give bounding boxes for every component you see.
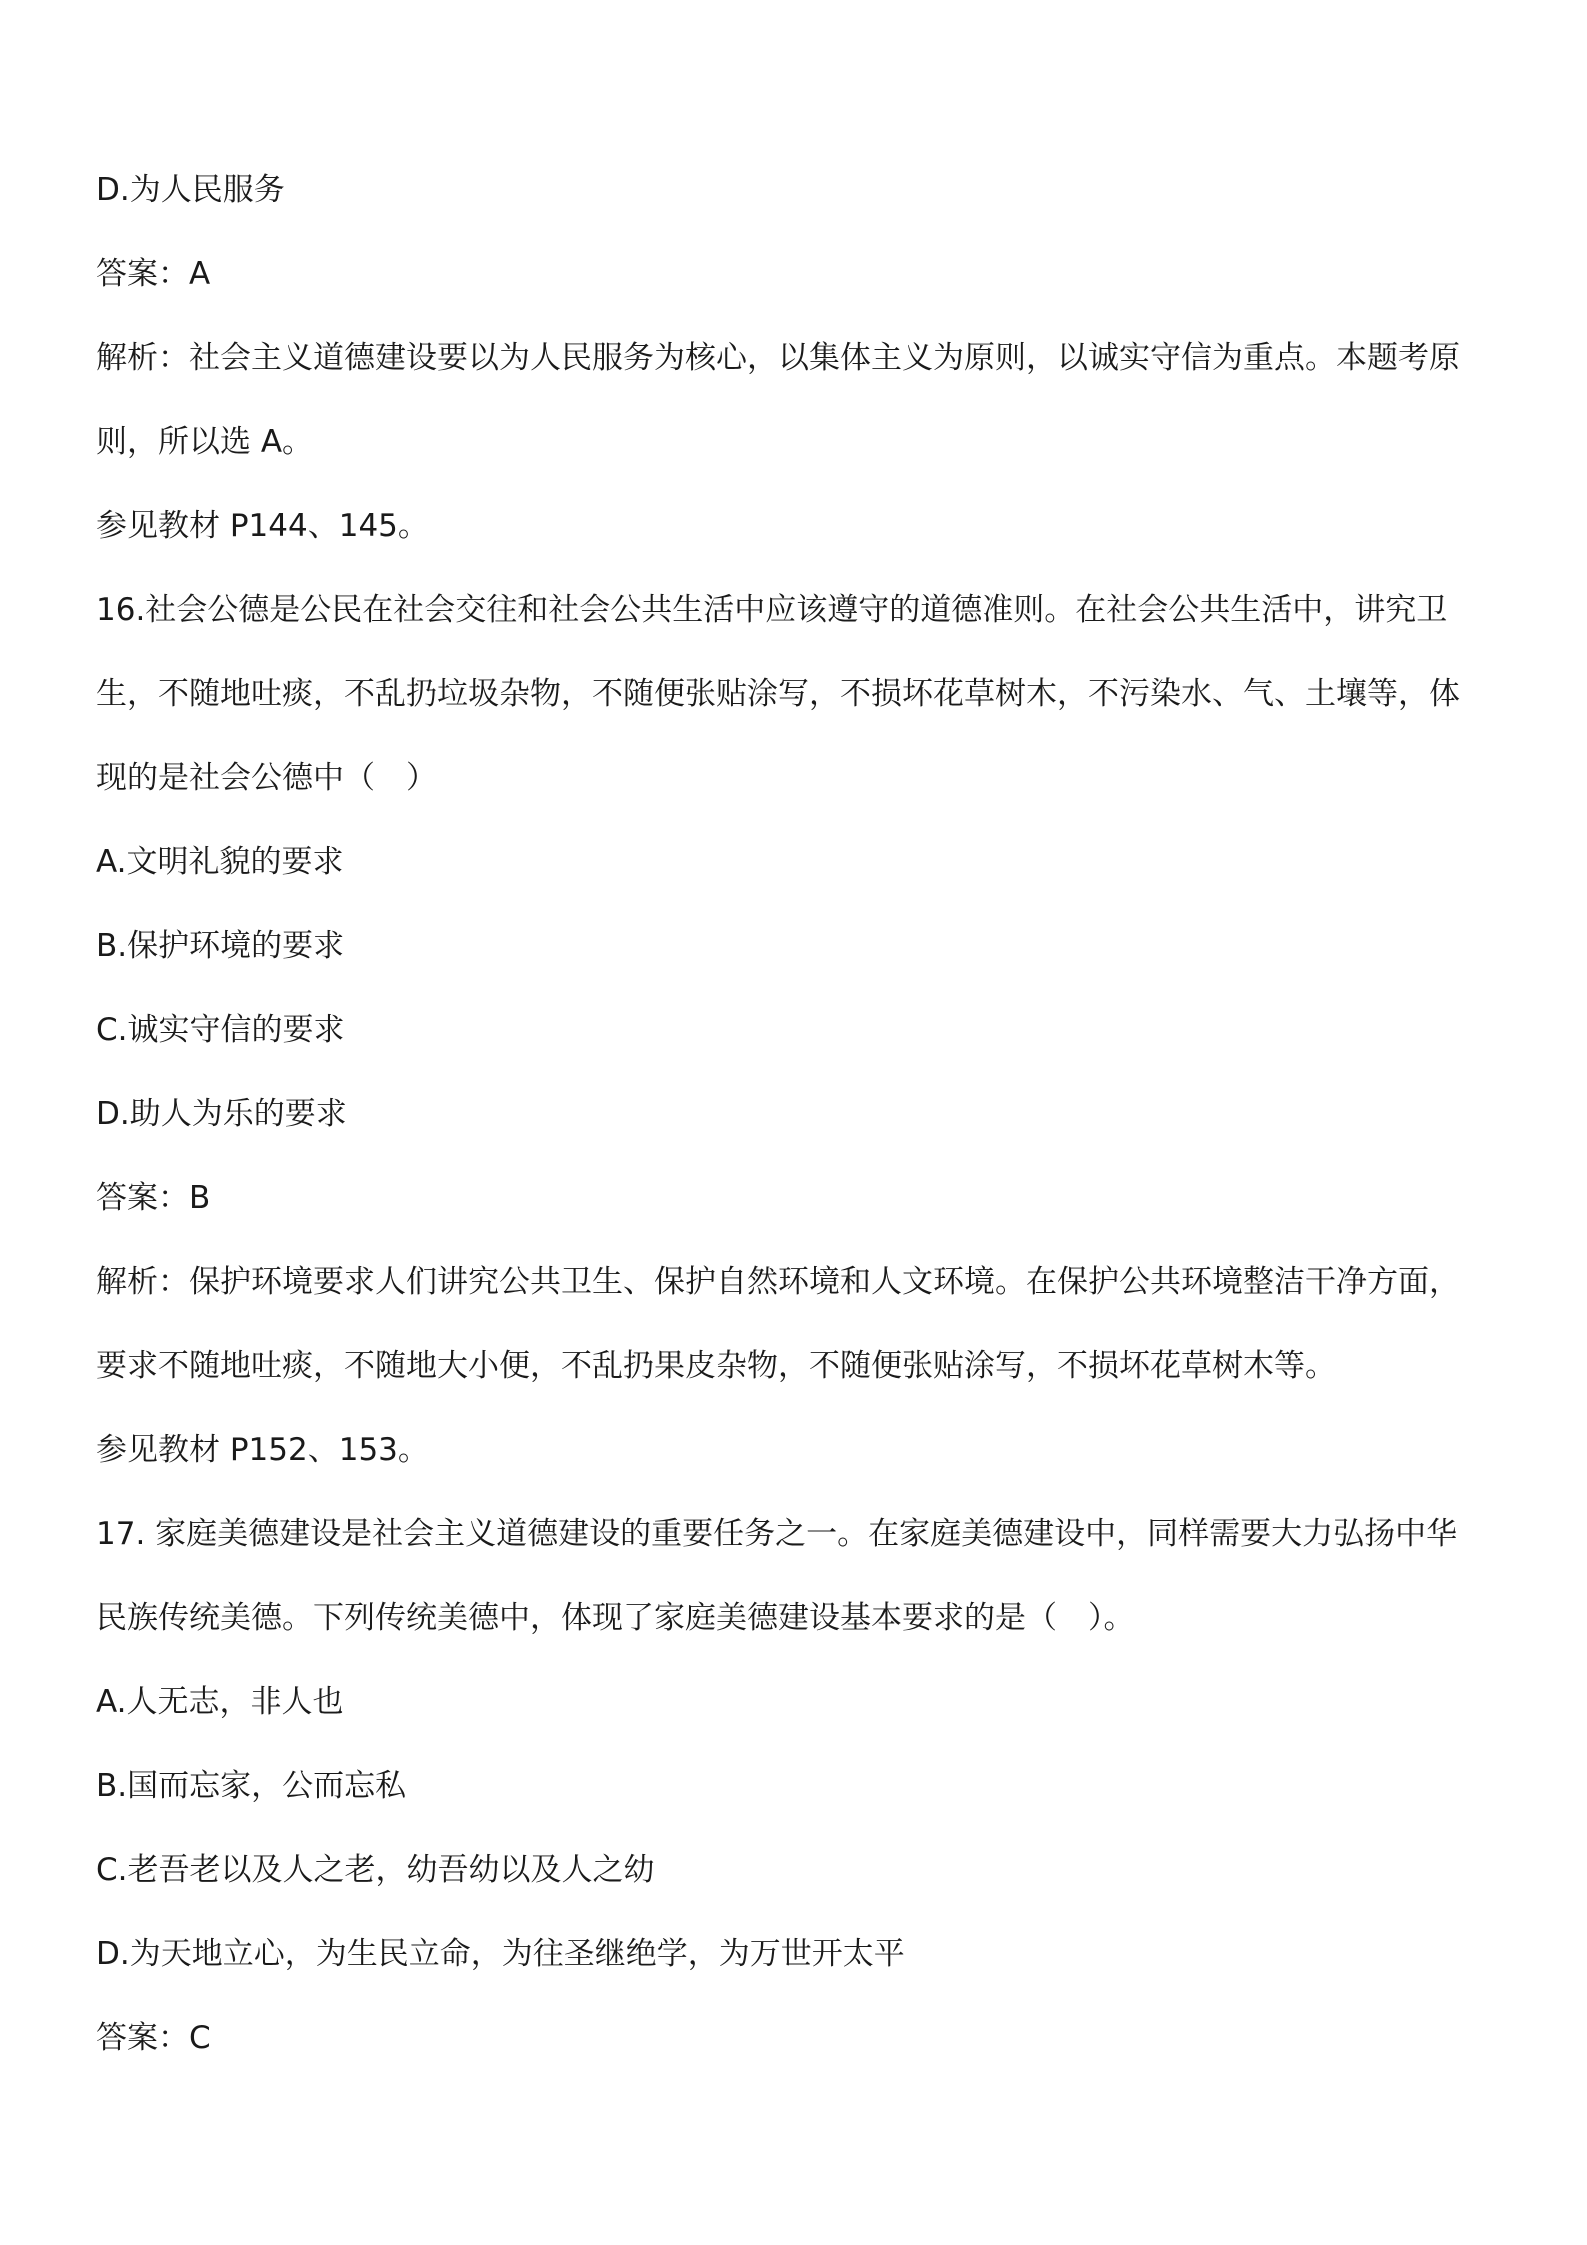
option-b-q16: B.保护环境的要求 <box>96 928 345 964</box>
reference-q15: 参见教材 P144、145。 <box>96 508 429 544</box>
analysis-q16-line1: 解析：保护环境要求人们讲究公共卫生、保护自然环境和人文环境。在保护公共环境整洁干净方面， <box>96 1264 1460 1300</box>
question-17-line2: 民族传统美德。下列传统美德中，体现了家庭美德建设基本要求的是（ ）。 <box>96 1600 1135 1636</box>
question-16-line2: 生，不随地吐痰，不乱扔垃圾杂物，不随便张贴涂写，不损坏花草树木，不污染水、气、土壤等，体 <box>96 676 1460 712</box>
question-17-line1: 17. 家庭美德建设是社会主义道德建设的重要任务之一。在家庭美德建设中，同样需要大力弘扬中华 <box>96 1516 1458 1552</box>
question-16-line1: 16.社会公德是公民在社会交往和社会公共生活中应该遵守的道德准则。在社会公共生活中，讲究卫 <box>96 592 1448 628</box>
analysis-q15-line2: 则，所以选 A。 <box>96 424 314 460</box>
reference-q16: 参见教材 P152、153。 <box>96 1432 429 1468</box>
option-b-q17: B.国而忘家，公而忘私 <box>96 1768 407 1804</box>
question-16-line3: 现的是社会公德中（ ） <box>96 760 437 796</box>
option-a-q17: A.人无志，非人也 <box>96 1684 344 1720</box>
analysis-q16-line2: 要求不随地吐痰，不随地大小便，不乱扔果皮杂物，不随便张贴涂写，不损坏花草树木等。 <box>96 1348 1336 1384</box>
option-d-q16: D.助人为乐的要求 <box>96 1096 347 1132</box>
option-c-q16: C.诚实守信的要求 <box>96 1012 345 1048</box>
option-d-q17: D.为天地立心，为生民立命，为往圣继绝学，为万世开太平 <box>96 1936 905 1972</box>
answer-q17: 答案：C <box>96 2020 211 2056</box>
option-c-q17: C.老吾老以及人之老，幼吾幼以及人之幼 <box>96 1852 655 1888</box>
answer-q16: 答案：B <box>96 1180 211 1216</box>
analysis-q15-line1: 解析：社会主义道德建设要以为人民服务为核心，以集体主义为原则，以诚实守信为重点。本题考原 <box>96 340 1460 376</box>
option-d-q15: D.为人民服务 <box>96 172 285 208</box>
option-a-q16: A.文明礼貌的要求 <box>96 844 344 880</box>
answer-q15: 答案：A <box>96 256 211 292</box>
